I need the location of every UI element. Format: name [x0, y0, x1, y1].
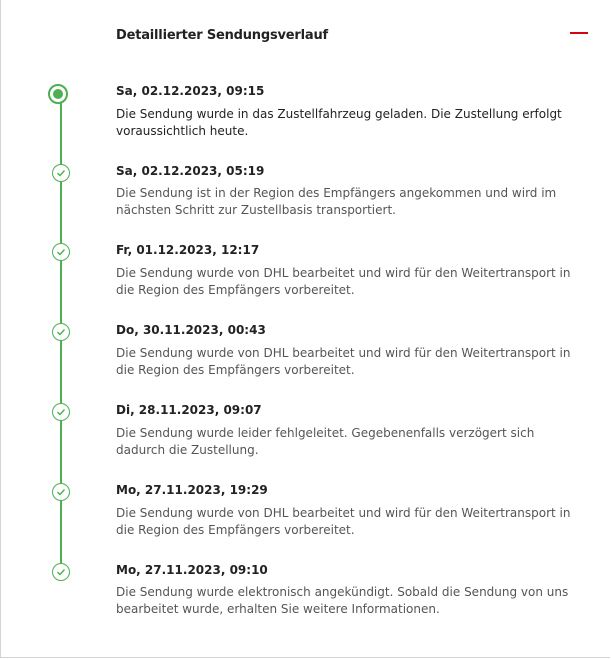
history-header — [116, 24, 610, 44]
event-text: Die Sendung ist in der Region des Empfängers angekommen und wird im nächsten Schritt zur Zustellbasis transportiert. — [116, 186, 557, 217]
check-icon — [52, 243, 70, 261]
check-icon — [52, 323, 70, 341]
event-text: Die Sendung wurde von DHL bearbeitet und wird für den Weitertransport in die Region des Empfängers vorbereitet. — [116, 346, 571, 377]
event-text: Die Sendung wurde leider fehlgeleitet. Gegebenenfalls verzögert sich dadurch die Zustellung. — [116, 426, 535, 457]
event-date: Sa, 02.12.2023, 05:19 — [116, 164, 265, 178]
event-text: Die Sendung wurde von DHL bearbeitet und wird für den Weitertransport in die Region des Empfängers vorbereitet. — [116, 506, 571, 537]
event-date: Fr, 01.12.2023, 12:17 — [116, 243, 260, 257]
check-icon — [52, 483, 70, 501]
check-icon — [52, 563, 70, 581]
current-status-icon — [48, 84, 68, 104]
collapse-icon[interactable] — [570, 32, 588, 34]
event-text: Die Sendung wurde elektronisch angekündigt. Sobald die Sendung von uns bearbeitet wurde, erhalten Sie weitere Informationen. — [116, 585, 569, 616]
event-date: Di, 28.11.2023, 09:07 — [116, 403, 262, 417]
event-text: Die Sendung wurde in das Zustellfahrzeug geladen. Die Zustellung erfolgt voraussichtlich heute. — [116, 107, 562, 138]
event-date: Sa, 02.12.2023, 09:15 — [116, 84, 265, 98]
event-date: Mo, 27.11.2023, 09:10 — [116, 563, 268, 577]
history-title: Detaillierter Sendungsverlauf — [116, 28, 328, 43]
check-icon — [52, 164, 70, 182]
event-text: Die Sendung wurde von DHL bearbeitet und wird für den Weitertransport in die Region des Empfängers vorbereitet. — [116, 266, 571, 297]
check-icon — [52, 403, 70, 421]
event-date: Do, 30.11.2023, 00:43 — [116, 323, 266, 337]
event-date: Mo, 27.11.2023, 19:29 — [116, 483, 268, 497]
